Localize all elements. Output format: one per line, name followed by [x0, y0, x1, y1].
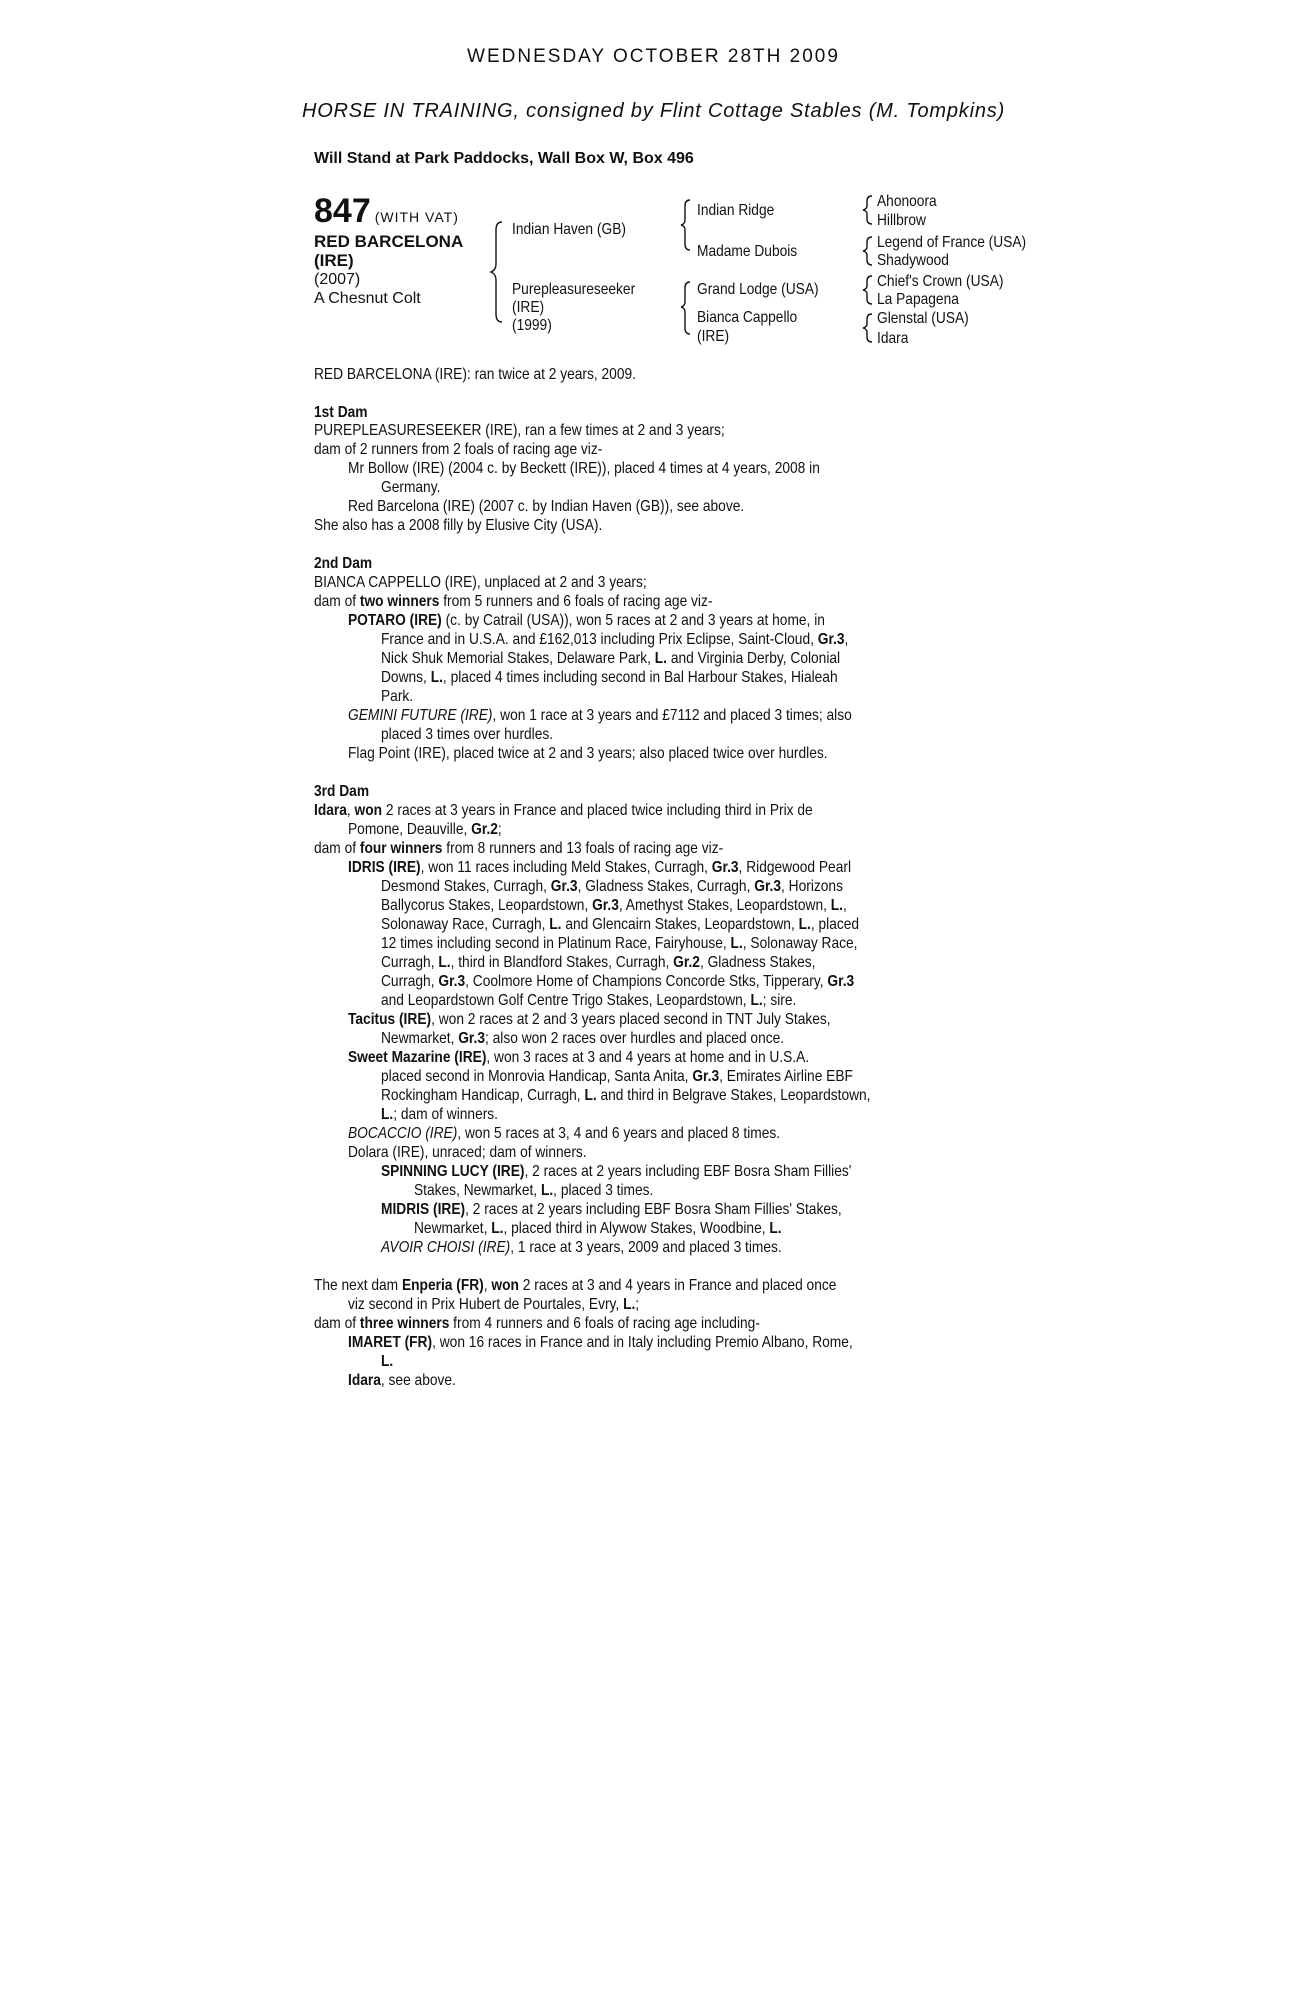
third-dam-line: 12 times including second in Platinum Race, Fairyhouse, L., Solonaway Race,	[381, 935, 858, 952]
horse-name-line1: RED BARCELONA	[314, 232, 464, 251]
first-dam-heading: 1st Dam	[314, 404, 368, 421]
pedigree-sss: Ahonoora	[877, 193, 937, 210]
consignment-line: HORSE IN TRAINING, consigned by Flint Cottage Stables (M. Tompkins)	[301, 100, 1006, 122]
third-dam-line: Tacitus (IRE), won 2 races at 2 and 3 years placed second in TNT July Stakes,	[348, 1011, 831, 1028]
pedigree-dam-dam-line2: (IRE)	[697, 328, 730, 345]
third-dam-line: Pomone, Deauville, Gr.2;	[348, 821, 502, 838]
second-dam-line: dam of two winners from 5 runners and 6 foals of racing age viz-	[314, 593, 713, 610]
pedigree-sdd: Shadywood	[877, 252, 949, 269]
next-dam-line: The next dam Enperia (FR), won 2 races at 3 and 4 years in France and placed once	[314, 1277, 837, 1294]
third-dam-line: Stakes, Newmarket, L., placed 3 times.	[414, 1182, 654, 1199]
second-dam-line: GEMINI FUTURE (IRE), won 1 race at 3 years and £7112 and placed 3 times; also	[348, 707, 852, 724]
first-dam-line: Mr Bollow (IRE) (2004 c. by Beckett (IRE)), placed 4 times at 4 years, 2008 in	[348, 460, 820, 477]
pedigree-ssd: Hillbrow	[877, 212, 926, 229]
pedigree-dss: Chief's Crown (USA)	[877, 273, 1004, 290]
second-dam-line: placed 3 times over hurdles.	[381, 726, 554, 743]
foaling-year: (2007)	[314, 271, 361, 288]
first-dam-line: She also has a 2008 filly by Elusive City (USA).	[314, 517, 603, 534]
pedigree-dsd: La Papagena	[877, 291, 959, 308]
second-dam-line: Downs, L., placed 4 times including second in Bal Harbour Stakes, Hialeah	[381, 669, 838, 686]
next-dam-line: dam of three winners from 4 runners and 6 foals of racing age including-	[314, 1315, 760, 1332]
horse-description: A Chesnut Colt	[314, 290, 421, 307]
third-dam-line: Ballycorus Stakes, Leopardstown, Gr.3, Amethyst Stakes, Leopardstown, L.,	[381, 897, 847, 914]
third-dam-line: L.; dam of winners.	[381, 1106, 499, 1123]
second-dam-line: Park.	[381, 688, 414, 705]
next-dam-line: L.	[381, 1353, 394, 1370]
sire-brace	[681, 200, 690, 250]
third-dam-line: MIDRIS (IRE), 2 races at 2 years including EBF Bosra Sham Fillies' Stakes,	[381, 1201, 842, 1218]
third-dam-line: and Leopardstown Golf Centre Trigo Stakes, Leopardstown, L.; sire.	[381, 992, 797, 1009]
pedigree-dam-sire: Grand Lodge (USA)	[697, 281, 819, 298]
third-dam-line: Dolara (IRE), unraced; dam of winners.	[348, 1144, 587, 1161]
third-dam-line: Sweet Mazarine (IRE), won 3 races at 3 and 4 years at home and in U.S.A.	[348, 1049, 810, 1066]
third-dam-line: BOCACCIO (IRE), won 5 races at 3, 4 and 6 years and placed 8 times.	[348, 1125, 781, 1142]
pedigree-ddd: Idara	[877, 330, 909, 347]
pedigree-braces	[0, 0, 1307, 360]
third-dam-line: SPINNING LUCY (IRE), 2 races at 2 years including EBF Bosra Sham Fillies'	[381, 1163, 852, 1180]
pedigree-sire: Indian Haven (GB)	[512, 221, 626, 238]
first-dam-line: Germany.	[381, 479, 441, 496]
dd-brace	[863, 314, 872, 342]
next-dam-line: IMARET (FR), won 16 races in France and in Italy including Premio Albano, Rome,	[348, 1334, 853, 1351]
third-dam-line: AVOIR CHOISI (IRE), 1 race at 3 years, 2009 and placed 3 times.	[381, 1239, 782, 1256]
vat-note: (WITH VAT)	[374, 209, 459, 225]
second-dam-line: BIANCA CAPPELLO (IRE), unplaced at 2 and 3 years;	[314, 574, 647, 591]
race-summary: RED BARCELONA (IRE): ran twice at 2 years, 2009.	[314, 366, 636, 383]
third-dam-line: Desmond Stakes, Curragh, Gr.3, Gladness Stakes, Curragh, Gr.3, Horizons	[381, 878, 843, 895]
stand-location: Will Stand at Park Paddocks, Wall Box W, Box 496	[314, 150, 694, 167]
third-dam-line: Idara, won 2 races at 3 years in France and placed twice including third in Prix de	[314, 802, 813, 819]
second-dam-line: France and in U.S.A. and £162,013 including Prix Eclipse, Saint-Cloud, Gr.3,	[381, 631, 849, 648]
pedigree-sire-sire: Indian Ridge	[697, 202, 775, 219]
pedigree-dds: Glenstal (USA)	[877, 310, 969, 327]
third-dam-line: Curragh, L., third in Blandford Stakes, Curragh, Gr.2, Gladness Stakes,	[381, 954, 816, 971]
pedigree-dam-line1: Purepleasureseeker	[512, 281, 636, 298]
ds-brace	[863, 276, 872, 304]
third-dam-line: Curragh, Gr.3, Coolmore Home of Champions Concorde Stks, Tipperary, Gr.3	[381, 973, 855, 990]
sd-brace	[863, 237, 872, 265]
next-dam-line: Idara, see above.	[348, 1372, 456, 1389]
second-dam-heading: 2nd Dam	[314, 555, 373, 572]
pedigree-sds: Legend of France (USA)	[877, 234, 1027, 251]
first-dam-line: Red Barcelona (IRE) (2007 c. by Indian Haven (GB)), see above.	[348, 498, 745, 515]
third-dam-line: IDRIS (IRE), won 11 races including Meld Stakes, Curragh, Gr.3, Ridgewood Pearl	[348, 859, 852, 876]
second-dam-line: Flag Point (IRE), placed twice at 2 and 3 years; also placed twice over hurdles.	[348, 745, 828, 762]
pedigree-dam-dam-line1: Bianca Cappello	[697, 309, 798, 326]
first-dam-line: dam of 2 runners from 2 foals of racing age viz-	[314, 441, 603, 458]
third-dam-line: Solonaway Race, Curragh, L. and Glencairn Stakes, Leopardstown, L., placed	[381, 916, 860, 933]
ss-brace	[863, 196, 872, 224]
pedigree-dam-line2: (IRE)	[512, 299, 545, 316]
sale-date: WEDNESDAY OCTOBER 28TH 2009	[467, 46, 840, 67]
second-dam-line: Nick Shuk Memorial Stakes, Delaware Park, L. and Virginia Derby, Colonial	[381, 650, 841, 667]
third-dam-line: placed second in Monrovia Handicap, Santa Anita, Gr.3, Emirates Airline EBF	[381, 1068, 853, 1085]
lot-number: 847	[314, 192, 371, 230]
pedigree-dam-line3: (1999)	[512, 317, 552, 334]
third-dam-heading: 3rd Dam	[314, 783, 370, 800]
dam-brace	[681, 282, 690, 334]
third-dam-line: dam of four winners from 8 runners and 13 foals of racing age viz-	[314, 840, 724, 857]
second-dam-line: POTARO (IRE) (c. by Catrail (USA)), won 5 races at 2 and 3 years at home, in	[348, 612, 825, 629]
main-brace	[491, 222, 502, 322]
third-dam-line: Newmarket, L., placed third in Alywow Stakes, Woodbine, L.	[414, 1220, 782, 1237]
first-dam-line: PUREPLEASURESEEKER (IRE), ran a few times at 2 and 3 years;	[314, 422, 725, 439]
third-dam-line: Newmarket, Gr.3; also won 2 races over hurdles and placed once.	[381, 1030, 785, 1047]
next-dam-line: viz second in Prix Hubert de Pourtales, Evry, L.;	[348, 1296, 640, 1313]
third-dam-line: Rockingham Handicap, Curragh, L. and third in Belgrave Stakes, Leopardstown,	[381, 1087, 871, 1104]
pedigree-sire-dam: Madame Dubois	[697, 243, 798, 260]
horse-name-line2: (IRE)	[314, 251, 354, 270]
